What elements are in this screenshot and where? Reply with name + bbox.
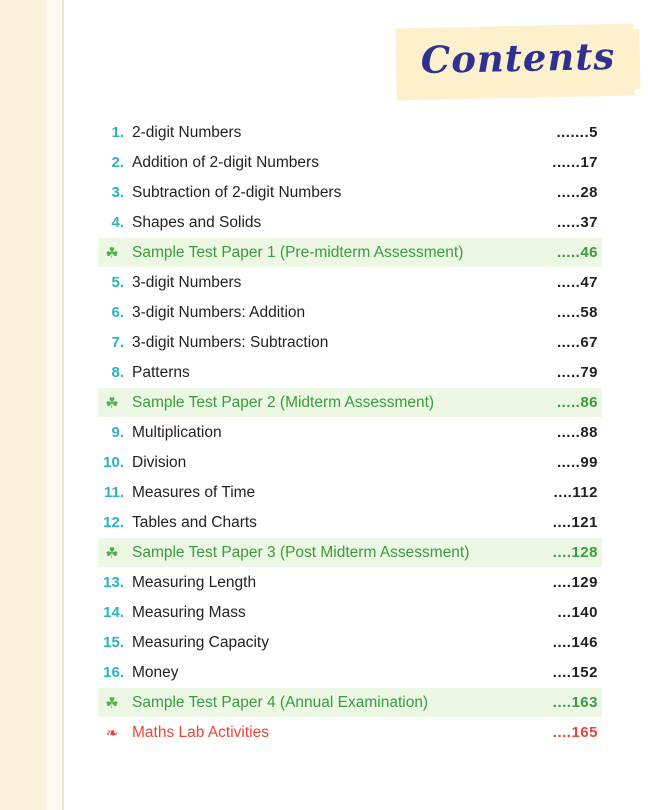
leader-dots: ..... xyxy=(556,304,581,321)
toc-entry-title: Sample Test Paper 3 (Post Midterm Assessment) xyxy=(132,543,470,561)
page-number-value: 129 xyxy=(571,574,598,591)
toc-entry-page-number xyxy=(553,664,602,681)
chapter-number: 9. xyxy=(111,424,124,441)
toc-entry-title: Addition of 2-digit Numbers xyxy=(132,153,319,171)
leader-dots: ..... xyxy=(556,214,581,231)
toc-row[interactable] xyxy=(98,418,602,447)
toc-entry-title: Multiplication xyxy=(132,423,222,441)
toc-row[interactable] xyxy=(98,388,602,417)
toc-entry-page-number xyxy=(552,154,602,171)
page-number-value: 99 xyxy=(580,454,598,471)
toc-entry-title: Maths Lab Activities xyxy=(132,723,269,741)
toc-entry-page-number xyxy=(553,634,602,651)
leader-dots: .... xyxy=(552,664,572,681)
chapter-number: 3. xyxy=(111,184,124,201)
toc-entry-title: Measuring Capacity xyxy=(132,633,269,651)
chapter-number: 2. xyxy=(111,154,124,171)
chapter-number: 6. xyxy=(111,304,124,321)
toc-entry-page-number xyxy=(554,484,602,501)
page-number-value: 152 xyxy=(571,664,598,681)
toc-row[interactable] xyxy=(98,208,602,237)
page-number-value: 79 xyxy=(580,364,598,381)
toc-entry-page-number xyxy=(557,274,602,291)
clover-icon: ☘ xyxy=(105,394,119,412)
toc-row[interactable] xyxy=(98,598,602,627)
toc-row[interactable] xyxy=(98,148,602,177)
toc-row[interactable] xyxy=(98,298,602,327)
toc-entry-title: Measuring Mass xyxy=(132,603,246,621)
page-number-value: 140 xyxy=(571,604,598,621)
toc-entry-title: 2-digit Numbers xyxy=(132,123,242,141)
chapter-number: 1. xyxy=(111,124,124,141)
chapter-number: 7. xyxy=(111,334,124,351)
leader-dots: .... xyxy=(552,634,572,651)
page-number-value: 28 xyxy=(580,184,598,201)
leader-dots: .... xyxy=(552,694,572,711)
page-number-value: 112 xyxy=(572,484,598,501)
leader-dots: ... xyxy=(557,604,572,621)
decorative-margin-band-outer xyxy=(0,0,46,810)
toc-entry-page-number xyxy=(553,514,602,531)
leader-dots: ..... xyxy=(556,424,581,441)
chapter-number: 4. xyxy=(111,214,124,231)
leader-dots: ...... xyxy=(552,154,581,171)
toc-row[interactable] xyxy=(98,568,602,597)
chapter-number: 12. xyxy=(103,514,124,531)
toc-entry-page-number xyxy=(557,244,602,261)
leader-dots: ..... xyxy=(556,364,581,381)
chapter-number: 13. xyxy=(103,574,124,591)
page-number-value: 163 xyxy=(571,694,598,711)
margin-rule xyxy=(62,0,64,810)
page-number-value: 46 xyxy=(580,244,598,261)
chapter-number: 8. xyxy=(111,364,124,381)
toc-entry-page-number xyxy=(557,604,602,621)
toc-row[interactable] xyxy=(98,328,602,357)
toc-row[interactable] xyxy=(98,538,602,567)
toc-entry-title: Tables and Charts xyxy=(132,513,257,531)
toc-row[interactable] xyxy=(98,268,602,297)
toc-row[interactable] xyxy=(98,718,602,747)
leader-dots: ..... xyxy=(556,184,581,201)
chapter-number: 14. xyxy=(103,604,124,621)
clover-icon: ☘ xyxy=(105,694,119,712)
chapter-number: 10. xyxy=(103,454,124,471)
toc-row[interactable] xyxy=(98,238,602,267)
toc-entry-page-number xyxy=(557,454,602,471)
leader-dots: ..... xyxy=(556,394,581,411)
leader-dots: ..... xyxy=(556,454,581,471)
clover-icon: ☘ xyxy=(105,244,119,262)
page-number-value: 37 xyxy=(580,214,598,231)
page-number-value: 5 xyxy=(589,124,598,141)
toc-entry-page-number xyxy=(557,394,602,411)
leader-dots: .... xyxy=(552,544,572,561)
toc-entry-title: Measuring Length xyxy=(132,573,257,591)
toc-entry-page-number xyxy=(557,364,602,381)
toc-entry-page-number xyxy=(553,574,602,591)
toc-entry-title: Shapes and Solids xyxy=(132,213,262,231)
page-number-value: 58 xyxy=(580,304,598,321)
leader-dots: ..... xyxy=(556,334,581,351)
page-title: Contents xyxy=(420,33,616,83)
toc-entry-title: Division xyxy=(132,453,187,471)
leader-dots: ..... xyxy=(556,244,581,261)
toc-row[interactable] xyxy=(98,478,602,507)
toc-entry-page-number xyxy=(557,334,602,351)
page-number-value: 67 xyxy=(580,334,598,351)
toc-entry-title: Patterns xyxy=(132,363,190,381)
page-number-value: 165 xyxy=(571,724,598,741)
leader-dots: .... xyxy=(553,484,573,501)
toc-entry-page-number xyxy=(557,424,602,441)
toc-entry-title: Sample Test Paper 2 (Midterm Assessment) xyxy=(132,393,435,411)
chapter-number: 11. xyxy=(103,484,124,501)
toc-row[interactable] xyxy=(98,688,602,717)
toc-entry-page-number xyxy=(557,304,602,321)
toc-entry-title: 3-digit Numbers xyxy=(132,273,242,291)
toc-entry-page-number xyxy=(553,544,602,561)
toc-entry-page-number xyxy=(553,724,602,741)
table-of-contents xyxy=(98,118,602,748)
page-number-value: 121 xyxy=(571,514,598,531)
clover-icon: ☘ xyxy=(105,544,119,562)
toc-entry-title: Money xyxy=(132,663,179,681)
toc-entry-page-number xyxy=(553,694,602,711)
leader-dots: .... xyxy=(552,514,572,531)
toc-entry-title: 3-digit Numbers: Subtraction xyxy=(132,333,329,351)
flower-icon: ❧ xyxy=(105,724,119,742)
toc-row[interactable] xyxy=(98,178,602,207)
page-number-value: 128 xyxy=(571,544,598,561)
chapter-number: 15. xyxy=(103,634,124,651)
toc-row[interactable] xyxy=(98,628,602,657)
page-number-value: 146 xyxy=(571,634,598,651)
page-number-value: 17 xyxy=(580,154,598,171)
toc-entry-title: Sample Test Paper 4 (Annual Examination) xyxy=(132,693,429,711)
leader-dots: ....... xyxy=(556,124,590,141)
leader-dots: .... xyxy=(552,724,572,741)
chapter-number: 16. xyxy=(103,664,124,681)
toc-entry-title: 3-digit Numbers: Addition xyxy=(132,303,306,321)
toc-entry-title: Measures of Time xyxy=(132,483,256,501)
leader-dots: ..... xyxy=(556,274,581,291)
toc-row[interactable] xyxy=(98,358,602,387)
toc-entry-page-number xyxy=(557,214,602,231)
decorative-margin-band-inner xyxy=(46,0,62,810)
toc-row[interactable] xyxy=(98,508,602,537)
page-number-value: 86 xyxy=(580,394,598,411)
toc-row[interactable] xyxy=(98,118,602,147)
toc-entry-title: Subtraction of 2-digit Numbers xyxy=(132,183,342,201)
page-number-value: 88 xyxy=(580,424,598,441)
chapter-number: 5. xyxy=(111,274,124,291)
toc-entry-title: Sample Test Paper 1 (Pre-midterm Assessment) xyxy=(132,243,464,261)
page-number-value: 47 xyxy=(580,274,598,291)
toc-row[interactable] xyxy=(98,658,602,687)
toc-entry-page-number xyxy=(556,124,602,141)
leader-dots: .... xyxy=(552,574,572,591)
toc-entry-page-number xyxy=(557,184,602,201)
toc-row[interactable] xyxy=(98,448,602,477)
